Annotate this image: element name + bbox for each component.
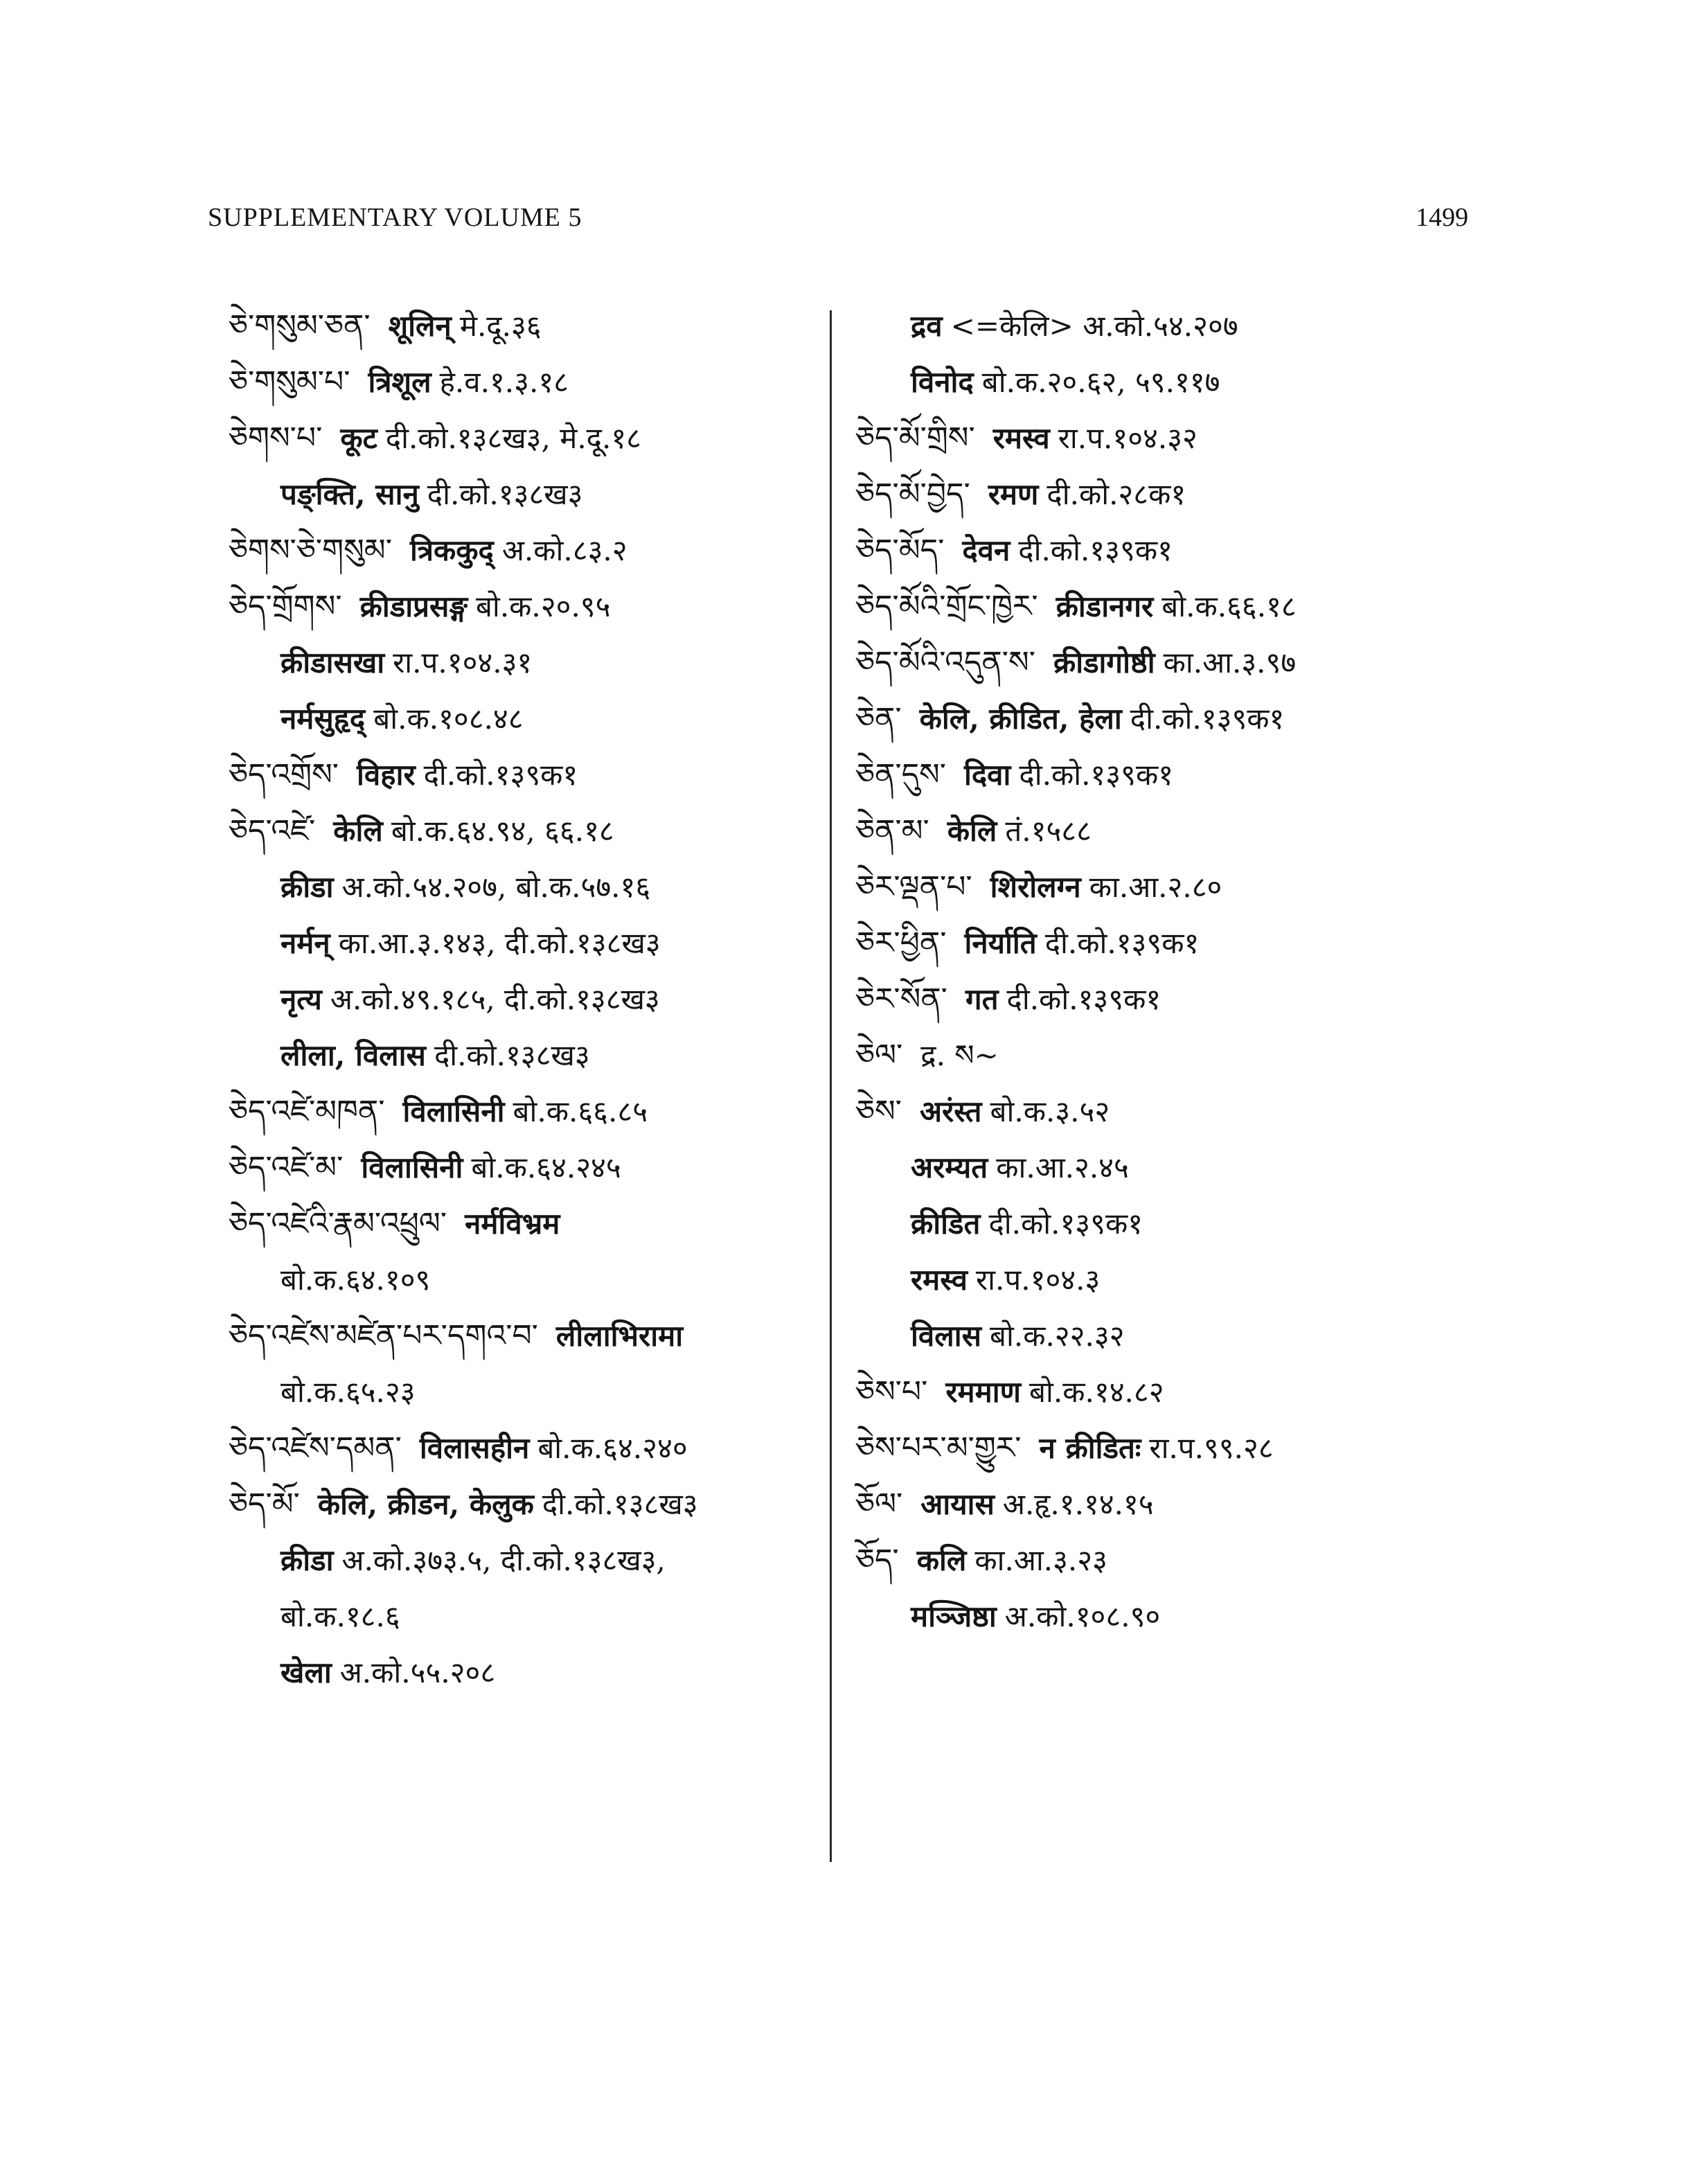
source-reference: अ.को.१०८.९० <box>1004 1599 1161 1633</box>
source-reference: अ.को.३७३.५, दी.को.१३८ख३, <box>341 1543 666 1577</box>
source-reference: द्र. ས~ <box>920 1038 999 1072</box>
source-reference: बो.क.६५.२३ <box>280 1375 416 1409</box>
source-reference: दी.को.१३९क१ <box>423 758 578 792</box>
dictionary-subentry <box>229 1364 824 1420</box>
dictionary-entry <box>855 1083 1479 1139</box>
tibetan-headword: ཅེན་མ་ <box>855 813 929 849</box>
dictionary-subentry <box>229 634 824 691</box>
source-reference: बो.क.६४.१०९ <box>280 1263 431 1297</box>
dictionary-subentry <box>229 1588 824 1644</box>
sanskrit-equivalent: विहार <box>357 758 416 792</box>
sanskrit-equivalent: विलास <box>911 1319 981 1353</box>
source-reference: दी.को.२८क१ <box>1047 477 1186 511</box>
dictionary-entry <box>855 803 1479 859</box>
sanskrit-equivalent: लीला, विलास <box>280 1038 426 1072</box>
dictionary-entry <box>855 1027 1479 1083</box>
source-reference: रा.प.१०४.३१ <box>393 646 533 680</box>
tibetan-headword: ཅེད་འཛེས་མཛེན་པར་དགའ་བ་ <box>229 1318 538 1353</box>
page-number: 1499 <box>1416 203 1468 232</box>
dictionary-entry <box>855 578 1479 634</box>
tibetan-headword: ཅེལ་ <box>855 1038 903 1073</box>
dictionary-entry <box>855 1476 1479 1532</box>
sanskrit-equivalent: क्रीडा <box>280 1543 334 1577</box>
sanskrit-equivalent: त्रिककुद् <box>409 533 494 567</box>
source-reference: अ.को.५४.२०७, बो.क.५७.१६ <box>341 870 651 904</box>
dictionary-entry <box>855 859 1479 915</box>
dictionary-entry <box>229 1420 824 1476</box>
sanskrit-equivalent: नर्मविभ्रम <box>465 1207 560 1241</box>
source-reference: रा.प.१०४.३ <box>975 1263 1101 1297</box>
source-reference: <=केलि> अ.को.५४.२०७ <box>950 309 1238 343</box>
page-header <box>208 202 1468 244</box>
sanskrit-equivalent: क्रीडासखा <box>280 646 385 680</box>
dictionary-subentry <box>229 691 824 747</box>
dictionary-entry <box>855 1364 1479 1420</box>
dictionary-entry <box>229 410 824 466</box>
dictionary-entry <box>229 578 824 634</box>
source-reference: का.आ.२.८० <box>1089 870 1222 904</box>
sanskrit-equivalent: केलि <box>333 814 383 848</box>
sanskrit-equivalent: गत <box>965 982 999 1016</box>
left-column <box>229 298 824 1701</box>
dictionary-entry <box>229 1139 824 1196</box>
tibetan-headword: ཅེ་གསུམ་ཅན་ <box>229 308 371 344</box>
sanskrit-equivalent: देवन <box>962 533 1010 567</box>
source-reference: बो.क.३.५२ <box>990 1094 1110 1128</box>
tibetan-headword: ཅེས་པ་ <box>855 1374 928 1410</box>
source-reference: बो.क.२२.३२ <box>989 1319 1125 1353</box>
sanskrit-equivalent: खेला <box>280 1655 332 1689</box>
dictionary-entry <box>229 747 824 803</box>
dictionary-subentry <box>229 1027 824 1083</box>
tibetan-headword: ཅེད་འཛེས་དམན་ <box>229 1430 402 1466</box>
sanskrit-equivalent: शूलिन् <box>388 309 452 343</box>
tibetan-headword: ཅེས་པར་མ་གྱུར་ <box>855 1430 1022 1466</box>
sanskrit-equivalent: विनोद <box>911 365 974 399</box>
source-reference: दी.को.१३९क१ <box>988 1207 1143 1241</box>
sanskrit-equivalent: क्रीडित <box>911 1207 981 1241</box>
dictionary-entry <box>229 1308 824 1364</box>
dictionary-entry <box>855 1420 1479 1476</box>
sanskrit-equivalent: लीलाभिरामा <box>555 1319 684 1353</box>
sanskrit-equivalent: क्रीडाप्रसङ्ग <box>359 589 467 623</box>
dictionary-subentry <box>855 1308 1479 1364</box>
tibetan-headword: ཅེར་སོན་ <box>855 982 947 1017</box>
tibetan-headword: ཅེད་མོད་ <box>855 533 945 568</box>
sanskrit-equivalent: कलि <box>916 1543 967 1577</box>
sanskrit-equivalent: त्रिशूल <box>368 365 431 399</box>
source-reference: बो.क.२०.९५ <box>475 589 611 623</box>
dictionary-entry <box>855 971 1479 1027</box>
tibetan-headword: ཅེད་གྲོགས་ <box>229 589 342 624</box>
tibetan-headword: ཅེད་འཛེ་མཁན་ <box>229 1094 385 1129</box>
source-reference: दी.को.१३८ख३ <box>434 1038 590 1072</box>
dictionary-entry <box>229 522 824 578</box>
sanskrit-equivalent: नर्मसुहृद् <box>280 702 366 736</box>
sanskrit-equivalent: कूट <box>340 421 377 455</box>
dictionary-subentry <box>855 1252 1479 1308</box>
dictionary-entry <box>229 1083 824 1139</box>
dictionary-entry <box>855 410 1479 466</box>
dictionary-entry <box>855 1532 1479 1588</box>
source-reference: मे.दू.३६ <box>459 309 542 343</box>
sanskrit-equivalent: निर्याति <box>964 926 1037 960</box>
dictionary-subentry <box>229 971 824 1027</box>
sanskrit-equivalent: अरंस्त <box>919 1094 982 1128</box>
dictionary-subentry <box>855 1139 1479 1196</box>
tibetan-headword: ཅེགས་ཅེ་གསུམ་ <box>229 533 392 568</box>
source-reference: अ.को.५५.२०८ <box>339 1655 496 1689</box>
tibetan-headword: ཅེན་དུས་ <box>855 757 946 792</box>
tibetan-headword: ཅོད་ <box>855 1543 899 1578</box>
source-reference: दी.को.१३९क१ <box>1019 758 1174 792</box>
source-reference: बो.क.६४.९४, ६६.१८ <box>391 814 614 848</box>
source-reference: बो.क.६४.२४० <box>537 1431 688 1465</box>
sanskrit-equivalent: आयास <box>920 1487 995 1521</box>
sanskrit-equivalent: क्रीडानगर <box>1056 589 1154 623</box>
sanskrit-equivalent: केलि, क्रीडित, हेला <box>919 702 1122 736</box>
sanskrit-equivalent: न क्रीडितः <box>1039 1431 1141 1465</box>
sanskrit-equivalent: नृत्य <box>280 982 322 1016</box>
dictionary-entry <box>229 803 824 859</box>
dictionary-entry <box>229 298 824 354</box>
dictionary-subentry <box>855 298 1479 354</box>
source-reference: दी.को.१३९क१ <box>1018 533 1173 567</box>
source-reference: का.आ.३.९७ <box>1163 646 1297 680</box>
dictionary-subentry <box>855 1588 1479 1644</box>
tibetan-headword: ཅོལ་ <box>855 1486 903 1522</box>
dictionary-entry <box>855 915 1479 971</box>
source-reference: दी.को.१३८ख३, मे.दू.१८ <box>385 421 642 455</box>
dictionary-entry <box>229 354 824 410</box>
sanskrit-equivalent: रमस्व <box>992 421 1050 455</box>
tibetan-headword: ཅེད་མོ་གྲིས་ <box>855 420 975 456</box>
source-reference: का.आ.२.४५ <box>996 1151 1129 1184</box>
tibetan-headword: ཅེད་མོ་ <box>229 1486 300 1522</box>
source-reference: बो.क.१८.६ <box>280 1599 400 1633</box>
tibetan-headword: ཅེད་འཛེ་ <box>229 813 316 849</box>
dictionary-entry <box>855 634 1479 691</box>
column-rule <box>830 310 832 1862</box>
dictionary-entry <box>855 466 1479 522</box>
sanskrit-equivalent: रमण <box>988 477 1039 511</box>
source-reference: अ.को.४९.१८५, दी.को.१३८ख३ <box>330 982 660 1016</box>
sanskrit-equivalent: विलासिनी <box>361 1151 463 1184</box>
source-reference: अ.हृ.१.१४.१५ <box>1002 1487 1154 1521</box>
source-reference: दी.को.१३९क१ <box>1044 926 1200 960</box>
sanskrit-equivalent: क्रीडागोष्ठी <box>1053 646 1155 680</box>
sanskrit-equivalent: द्रव <box>911 309 943 343</box>
source-reference: बो.क.१०८.४८ <box>373 702 524 736</box>
tibetan-headword: ཅེད་འགྲོས་ <box>229 757 339 792</box>
dictionary-subentry <box>229 466 824 522</box>
dictionary-entry <box>855 691 1479 747</box>
sanskrit-equivalent: दिवा <box>964 758 1011 792</box>
source-reference: बो.क.६६.१८ <box>1161 589 1297 623</box>
source-reference: बो.क.६४.२४५ <box>471 1151 621 1184</box>
sanskrit-equivalent: केलि <box>947 814 997 848</box>
source-reference: तं.१५८८ <box>1005 814 1092 848</box>
source-reference: रा.प.९९.२८ <box>1149 1431 1274 1465</box>
source-reference: दी.को.१३९क१ <box>1006 982 1161 1016</box>
source-reference: बो.क.१४.८२ <box>1029 1375 1164 1409</box>
dictionary-subentry <box>855 354 1479 410</box>
source-reference: बो.क.२०.६२, ५९.११७ <box>981 365 1220 399</box>
sanskrit-equivalent: क्रीडा <box>280 870 334 904</box>
tibetan-headword: ཅེས་ <box>855 1094 902 1129</box>
right-column <box>855 298 1479 1644</box>
source-reference: रा.प.१०४.३२ <box>1058 421 1197 455</box>
dictionary-entry <box>855 747 1479 803</box>
sanskrit-equivalent: केलि, क्रीडन, केलुक <box>317 1487 534 1521</box>
sanskrit-equivalent: रममाण <box>945 1375 1022 1409</box>
tibetan-headword: ཅེ་གསུམ་པ་ <box>229 364 350 400</box>
dictionary-entry <box>855 522 1479 578</box>
source-reference: दी.को.१३८ख३ <box>427 477 583 511</box>
sanskrit-equivalent: शिरोलग्न <box>990 870 1081 904</box>
dictionary-subentry <box>229 1644 824 1701</box>
dictionary-subentry <box>229 1532 824 1588</box>
tibetan-headword: ཅེད་འཛེའི་རྣམ་འཕྲུལ་ <box>229 1206 447 1241</box>
tibetan-headword: ཅེད་མོའི་འདུན་ས་ <box>855 645 1035 680</box>
sanskrit-equivalent: रमस्व <box>911 1263 968 1297</box>
source-reference: दी.को.१३८ख३ <box>542 1487 698 1521</box>
dictionary-entry <box>229 1476 824 1532</box>
tibetan-headword: ཅེད་མོའི་གྲོང་ཁྱེར་ <box>855 589 1038 624</box>
sanskrit-equivalent: मञ्जिष्ठा <box>911 1599 997 1633</box>
tibetan-headword: ཅེད་འཛེ་མ་ <box>229 1150 344 1185</box>
sanskrit-equivalent: पङ्क्ति, सानु <box>280 477 419 511</box>
source-reference: हे.व.१.३.१८ <box>439 365 569 399</box>
source-reference: का.आ.३.१४३, दी.को.१३८ख३ <box>338 926 661 960</box>
dictionary-entry <box>229 1196 824 1252</box>
sanskrit-equivalent: विलासिनी <box>402 1094 505 1128</box>
sanskrit-equivalent: नर्मन् <box>280 926 330 960</box>
tibetan-headword: ཅེད་མོ་བྱེད་ <box>855 477 970 512</box>
dictionary-subentry <box>229 1252 824 1308</box>
source-reference: बो.क.६६.८५ <box>513 1094 648 1128</box>
tibetan-headword: ཅེར་ཕྱིན་ <box>855 925 947 961</box>
running-head: SUPPLEMENTARY VOLUME 5 <box>208 203 582 232</box>
sanskrit-equivalent: अरम्यत <box>911 1151 988 1184</box>
dictionary-subentry <box>855 1196 1479 1252</box>
source-reference: का.आ.३.२३ <box>974 1543 1107 1577</box>
tibetan-headword: ཅེགས་པ་ <box>229 420 323 456</box>
tibetan-headword: ཅེན་ <box>855 701 902 736</box>
tibetan-headword: ཅེར་ལྡན་པ་ <box>855 869 972 905</box>
dictionary-subentry <box>229 859 824 915</box>
source-reference: दी.को.१३९क१ <box>1130 702 1285 736</box>
source-reference: अ.को.८३.२ <box>501 533 627 567</box>
sanskrit-equivalent: विलासहीन <box>419 1431 530 1465</box>
dictionary-subentry <box>229 915 824 971</box>
